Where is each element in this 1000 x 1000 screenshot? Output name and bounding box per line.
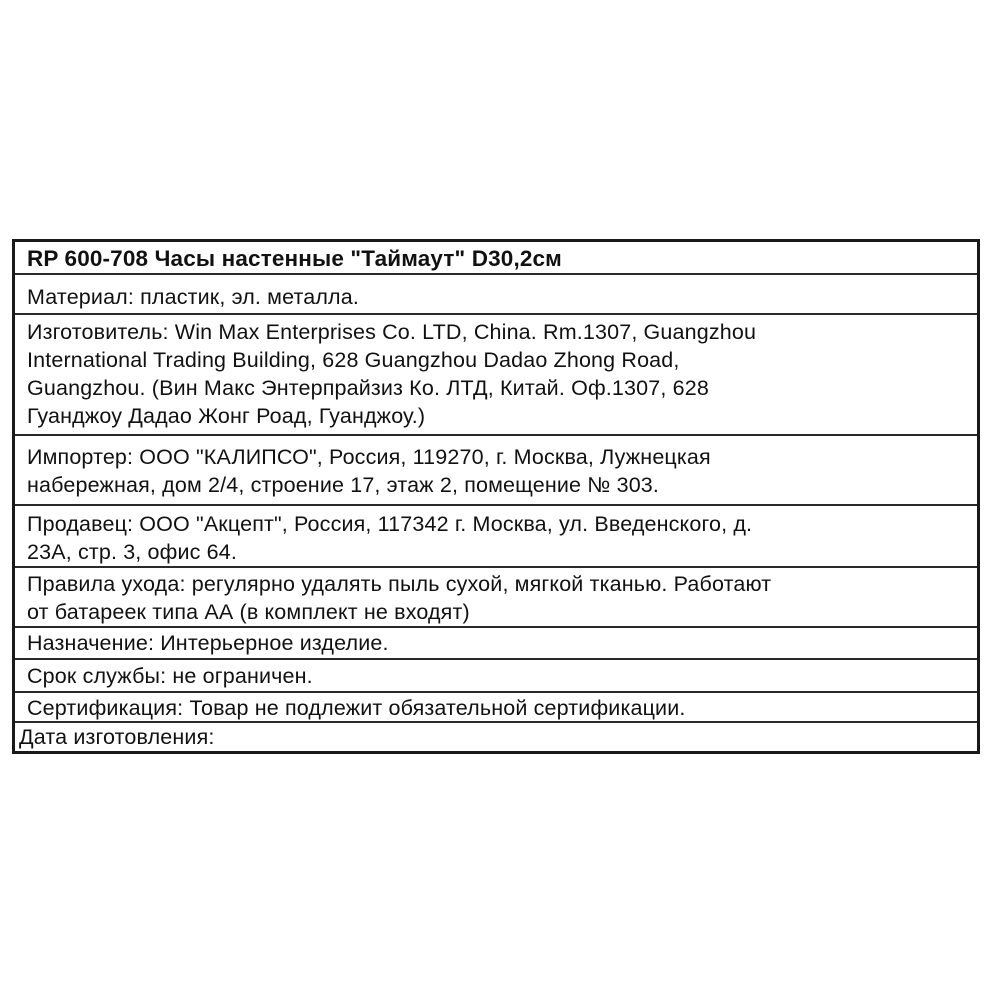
care-line-1: Правила ухода: регулярно удалять пыль сухой, мягкой тканью. Работают xyxy=(27,572,772,596)
care-row xyxy=(15,568,977,628)
care-line-2: от батареек типа АА (в комплект не входят) xyxy=(27,600,470,624)
service-life-row xyxy=(15,660,977,693)
service-life-text: Срок службы: не ограничен. xyxy=(27,664,313,688)
manufacturer-line-2: International Trading Building, 628 Guangzhou Dadao Zhong Road, xyxy=(27,348,680,372)
material-row xyxy=(15,275,977,315)
product-label xyxy=(12,239,980,754)
manufacturer-line-1: Изготовитель: Win Max Enterprises Co. LTD, China. Rm.1307, Guangzhou xyxy=(27,320,757,344)
manufacture-date-row xyxy=(15,723,977,751)
certification-text: Сертификация: Товар не подлежит обязательной сертификации. xyxy=(27,696,686,720)
importer-line-1: Импортер: ООО "КАЛИПСО", Россия, 119270, г. Москва, Лужнецкая xyxy=(27,445,711,469)
product-title xyxy=(15,245,977,275)
purpose-text: Назначение: Интерьерное изделие. xyxy=(27,631,389,655)
manufacturer-line-4: Гуанджоу Дадао Жонг Роад, Гуанджоу.) xyxy=(27,404,426,428)
certification-row xyxy=(15,693,977,723)
purpose-row xyxy=(15,628,977,660)
manufacturer-row xyxy=(15,315,977,436)
importer-line-2: набережная, дом 2/4, строение 17, этаж 2, помещение № 303. xyxy=(27,473,660,497)
seller-row xyxy=(15,506,977,568)
product-title-text: RP 600-708 Часы настенные "Таймаут" D30,2см xyxy=(27,246,562,271)
manufacturer-line-3: Guangzhou. (Вин Макс Энтерпрайзиз Ко. ЛТД, Китай. Оф.1307, 628 xyxy=(27,376,709,400)
seller-line-2: 23А, стр. 3, офис 64. xyxy=(27,540,238,564)
seller-line-1: Продавец: ООО "Акцепт", Россия, 117342 г. Москва, ул. Введенского, д. xyxy=(27,512,753,536)
manufacture-date-text: Дата изготовления: xyxy=(19,725,215,749)
material-text: Материал: пластик, эл. металла. xyxy=(27,285,359,309)
importer-row xyxy=(15,436,977,506)
